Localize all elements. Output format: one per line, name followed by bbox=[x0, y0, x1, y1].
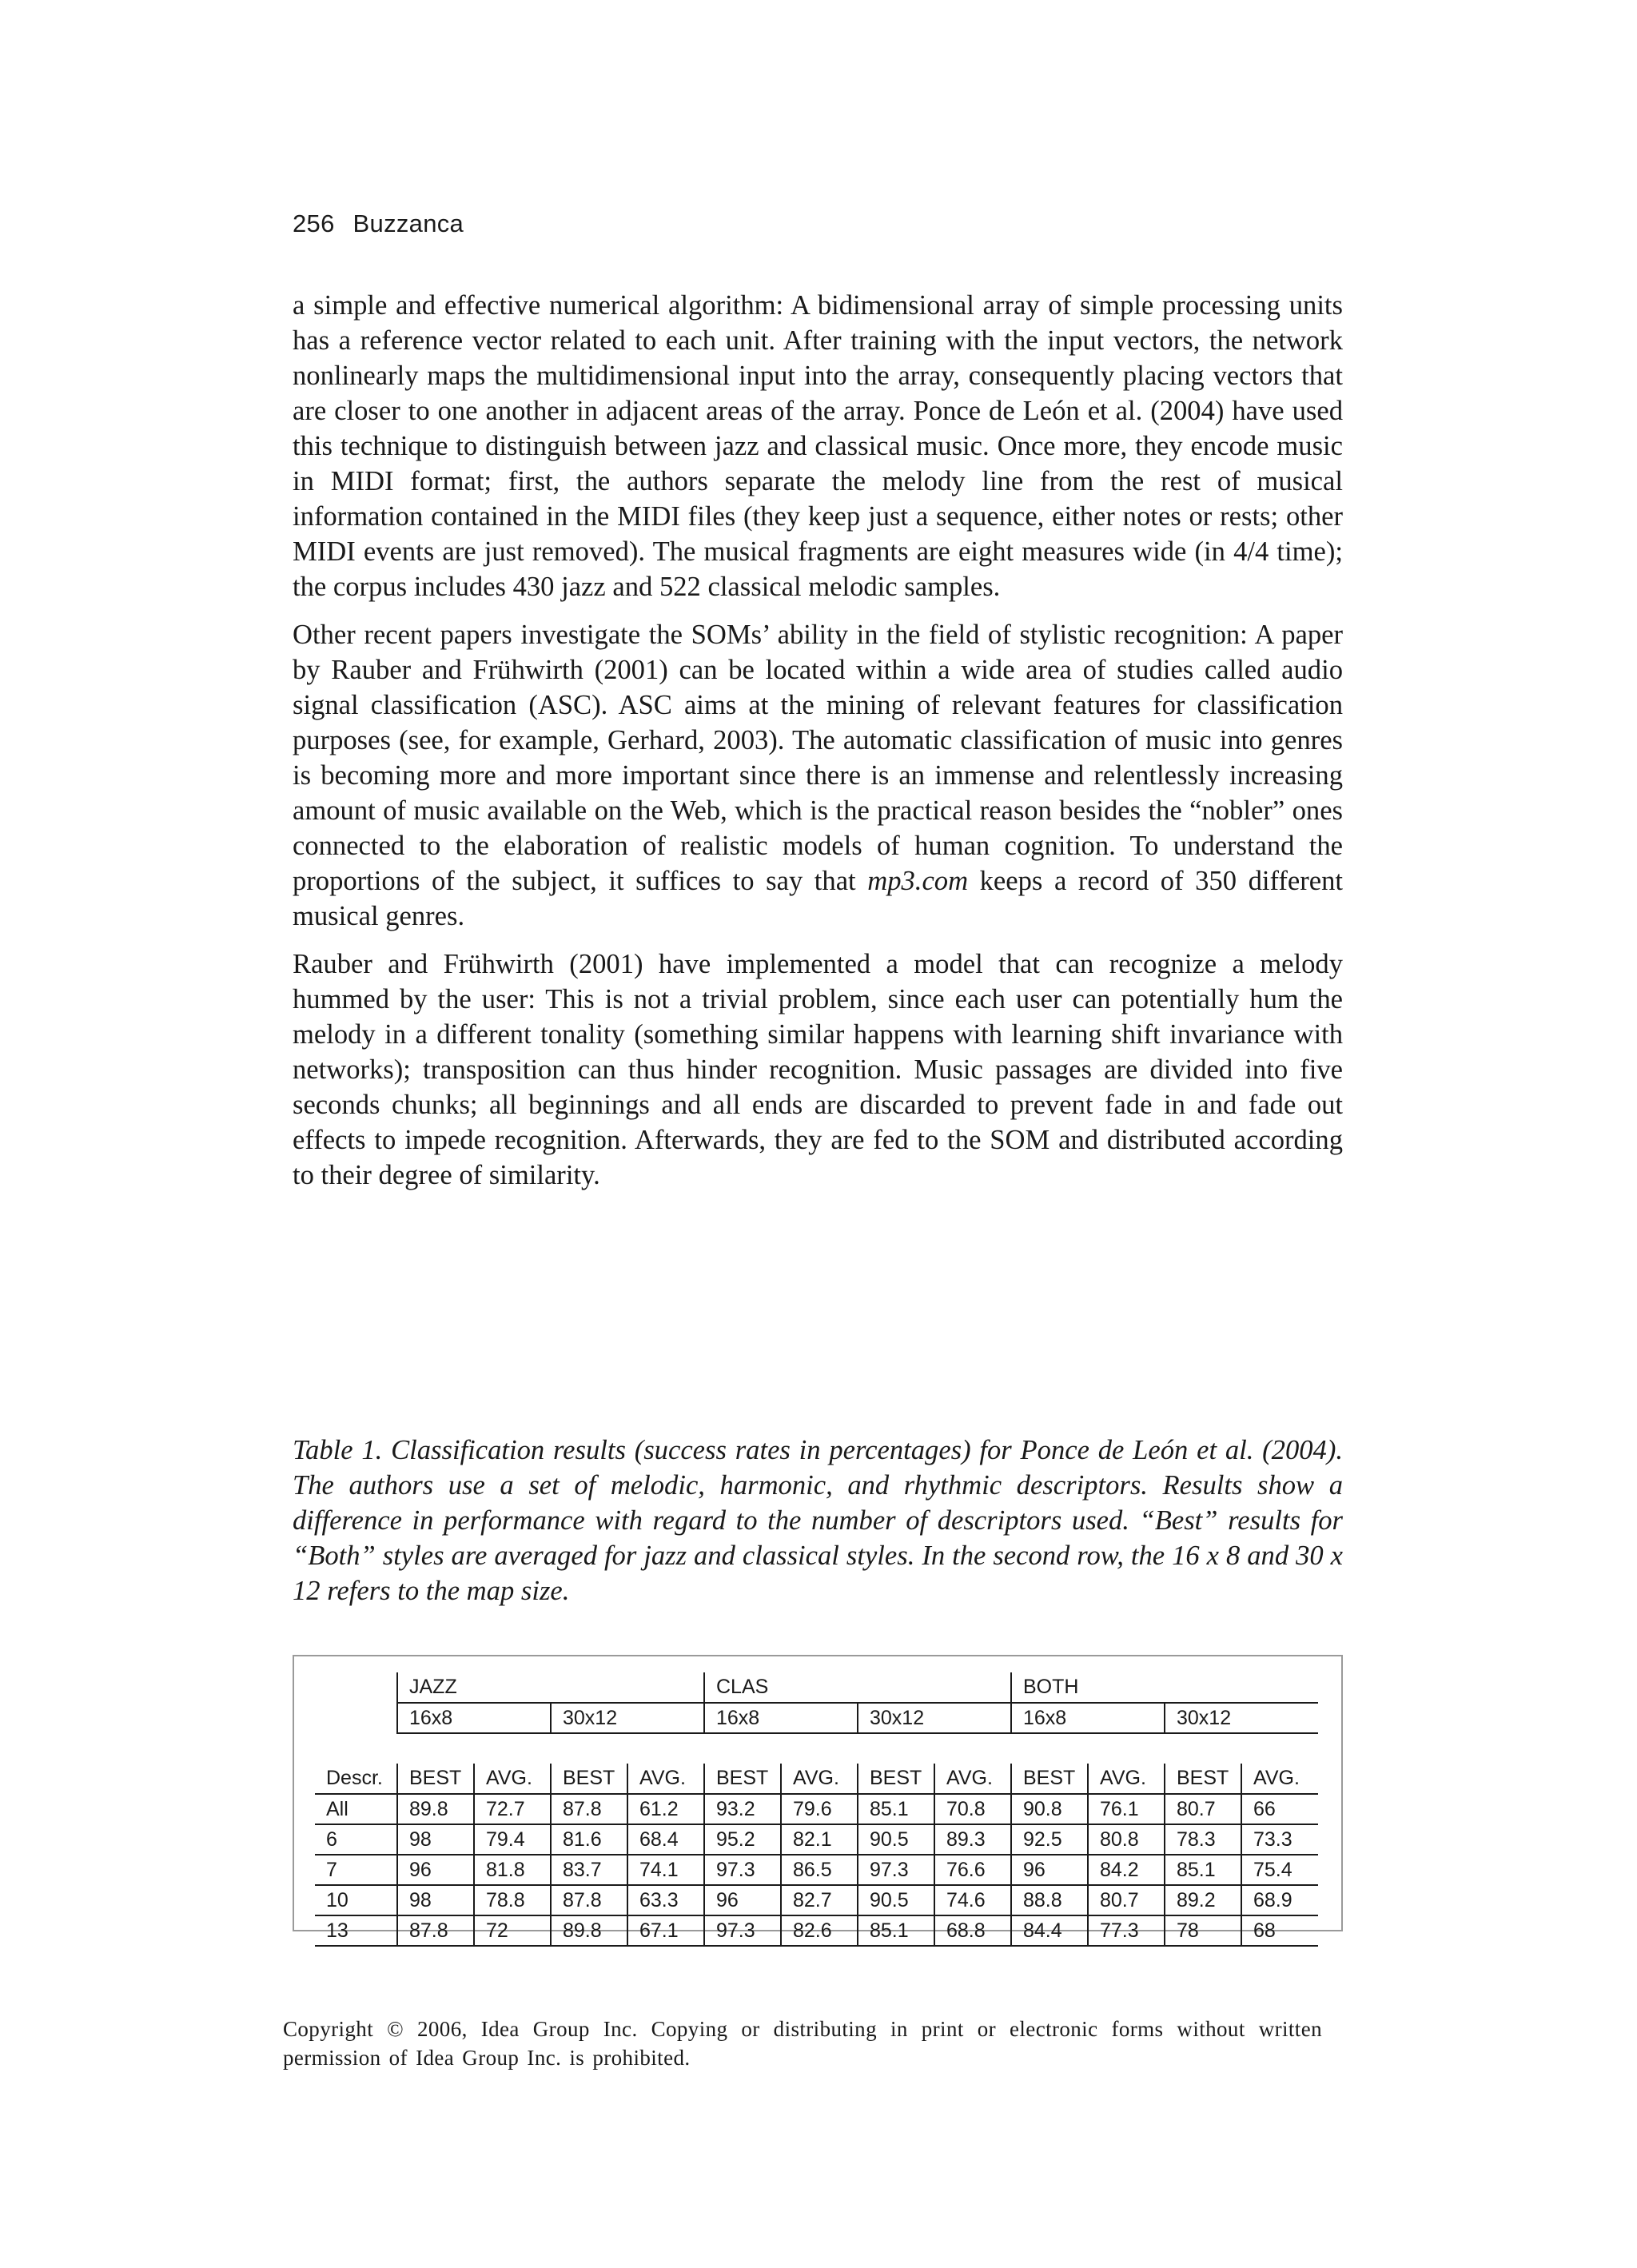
table-cell: 73.3 bbox=[1241, 1824, 1318, 1855]
table-cell: 85.1 bbox=[1165, 1855, 1241, 1885]
copyright-notice: Copyright © 2006, Idea Group Inc. Copying or distributing in print or electronic forms without written permission of Idea Group Inc. is prohibited. bbox=[283, 2017, 1322, 2070]
table-cell: 68.4 bbox=[627, 1824, 704, 1855]
table-cell: 84.2 bbox=[1088, 1855, 1165, 1885]
table-row bbox=[315, 1915, 1318, 1946]
table-cell: 82.7 bbox=[781, 1885, 858, 1915]
table-corner-cell bbox=[315, 1703, 397, 1733]
table-cell: 92.5 bbox=[1011, 1824, 1088, 1855]
table-body bbox=[315, 1672, 1318, 1946]
paragraph-2 bbox=[293, 617, 1343, 934]
paragraph-2-text-a: Other recent papers investigate the SOMs’ ability in the field of stylistic recognition: A paper by Rauber and Frühwirth (2001) can be located within a wide area of studies called audio signal classification (ASC). ASC aims at the mining of relevant features for classification purposes (see, for example, Gerhard, 2003). The automatic classification of music into genres is becoming more and more important since there is an immense and relentlessly increasing amount of music available on the Web, which is the practical reason besides the “nobler” ones connected to the elaboration of realistic models of human cognition. To understand the proportions of the subject, it suffices to say that bbox=[293, 620, 1343, 896]
table-cell: 66 bbox=[1241, 1794, 1318, 1824]
table-cell: 96 bbox=[704, 1885, 781, 1915]
table-column-header: BEST bbox=[551, 1764, 627, 1794]
table-cell: 98 bbox=[397, 1885, 474, 1915]
table-column-header: Descr. bbox=[315, 1764, 397, 1794]
table-spacer-cell bbox=[315, 1733, 1318, 1764]
table-cell: 72 bbox=[474, 1915, 551, 1946]
table-cell: 85.1 bbox=[858, 1915, 934, 1946]
table-cell: 81.8 bbox=[474, 1855, 551, 1885]
table-frame bbox=[293, 1655, 1343, 1942]
table-column-header: AVG. bbox=[781, 1764, 858, 1794]
table-cell: 70.8 bbox=[934, 1794, 1011, 1824]
table-cell: 87.8 bbox=[397, 1915, 474, 1946]
page-number: 256 bbox=[293, 209, 335, 237]
table-size-header: 30x12 bbox=[858, 1703, 1011, 1733]
table-cell: 75.4 bbox=[1241, 1855, 1318, 1885]
table-column-header: AVG. bbox=[1241, 1764, 1318, 1794]
table-caption: Table 1. Classification results (success rates in percentages) for Ponce de León et al. (2004). The authors use a set of melodic, harmonic, and rhythmic descriptors. Results show a difference in performance with regard to the number of descriptors used. “Best” results for “Both” styles are averaged for jazz and classical styles. In the second row, the 16 x 8 and 30 x 12 refers to the map size. bbox=[293, 1435, 1343, 1606]
table-size-header: 30x12 bbox=[1165, 1703, 1318, 1733]
table-column-header: AVG. bbox=[474, 1764, 551, 1794]
table-row-label: 10 bbox=[315, 1885, 397, 1915]
table-size-header-row bbox=[315, 1703, 1318, 1733]
table-cell: 90.5 bbox=[858, 1824, 934, 1855]
table-cell: 79.6 bbox=[781, 1794, 858, 1824]
table-cell: 76.1 bbox=[1088, 1794, 1165, 1824]
table-cell: 97.3 bbox=[858, 1855, 934, 1885]
table-row-label: 7 bbox=[315, 1855, 397, 1885]
table-cell: 77.3 bbox=[1088, 1915, 1165, 1946]
table-row bbox=[315, 1794, 1318, 1824]
table-column-header: BEST bbox=[858, 1764, 934, 1794]
table-cell: 82.1 bbox=[781, 1824, 858, 1855]
running-header bbox=[293, 209, 464, 238]
table-cell: 84.4 bbox=[1011, 1915, 1088, 1946]
table-cell: 98 bbox=[397, 1824, 474, 1855]
table-group-header: JAZZ bbox=[397, 1672, 704, 1703]
table-cell: 87.8 bbox=[551, 1885, 627, 1915]
table-cell: 81.6 bbox=[551, 1824, 627, 1855]
table-group-header-row bbox=[315, 1672, 1318, 1703]
body-text bbox=[293, 288, 1343, 1206]
table-cell: 82.6 bbox=[781, 1915, 858, 1946]
table-cell: 96 bbox=[1011, 1855, 1088, 1885]
table-cell: 80.8 bbox=[1088, 1824, 1165, 1855]
table-column-header: BEST bbox=[704, 1764, 781, 1794]
paragraph-2-italic-site: mp3.com bbox=[867, 866, 969, 896]
table-cell: 61.2 bbox=[627, 1794, 704, 1824]
table-cell: 88.8 bbox=[1011, 1885, 1088, 1915]
table-row bbox=[315, 1885, 1318, 1915]
table-group-header: CLAS bbox=[704, 1672, 1011, 1703]
table-cell: 93.2 bbox=[704, 1794, 781, 1824]
table-size-header: 16x8 bbox=[704, 1703, 858, 1733]
table-cell: 79.4 bbox=[474, 1824, 551, 1855]
paragraph-2-text-b: keeps a record of 350 different musical genres. bbox=[293, 866, 1343, 931]
table-cell: 67.1 bbox=[627, 1915, 704, 1946]
table-cell: 89.3 bbox=[934, 1824, 1011, 1855]
table-cell: 68.8 bbox=[934, 1915, 1011, 1946]
table-row bbox=[315, 1824, 1318, 1855]
table-column-header: BEST bbox=[1011, 1764, 1088, 1794]
table-cell: 68 bbox=[1241, 1915, 1318, 1946]
table-cell: 95.2 bbox=[704, 1824, 781, 1855]
table-cell: 96 bbox=[397, 1855, 474, 1885]
table-cell: 85.1 bbox=[858, 1794, 934, 1824]
table-column-header-row bbox=[315, 1764, 1318, 1794]
table-column-header: BEST bbox=[1165, 1764, 1241, 1794]
table-cell: 89.2 bbox=[1165, 1885, 1241, 1915]
table-column-header: BEST bbox=[397, 1764, 474, 1794]
results-table bbox=[315, 1672, 1318, 1947]
table-cell: 89.8 bbox=[551, 1915, 627, 1946]
table-cell: 87.8 bbox=[551, 1794, 627, 1824]
table-cell: 83.7 bbox=[551, 1855, 627, 1885]
table-cell: 97.3 bbox=[704, 1915, 781, 1946]
table-cell: 90.5 bbox=[858, 1885, 934, 1915]
table-group-header: BOTH bbox=[1011, 1672, 1318, 1703]
table-cell: 68.9 bbox=[1241, 1885, 1318, 1915]
table-cell: 90.8 bbox=[1011, 1794, 1088, 1824]
table-cell: 80.7 bbox=[1088, 1885, 1165, 1915]
table-column-header: AVG. bbox=[934, 1764, 1011, 1794]
table-column-header: AVG. bbox=[1088, 1764, 1165, 1794]
table-spacer-row bbox=[315, 1733, 1318, 1764]
table-cell: 97.3 bbox=[704, 1855, 781, 1885]
table-row-label: 6 bbox=[315, 1824, 397, 1855]
table-row-label: 13 bbox=[315, 1915, 397, 1946]
paragraph-3: Rauber and Frühwirth (2001) have implemented a model that can recognize a melody hummed by the user: This is not a trivial problem, since each user can potentially hum the melody in a different tonality (something similar happens with learning shift invariance with networks); transposition can thus hinder recognition. Music passages are divided into five seconds chunks; all beginnings and all ends are discarded to prevent fade in and fade out effects to impede recognition. Afterwards, they are fed to the SOM and distributed according to their degree of similarity. bbox=[293, 949, 1343, 1190]
table-cell: 74.1 bbox=[627, 1855, 704, 1885]
table-cell: 89.8 bbox=[397, 1794, 474, 1824]
table-size-header: 16x8 bbox=[397, 1703, 551, 1733]
table-column-header: AVG. bbox=[627, 1764, 704, 1794]
table-cell: 78.3 bbox=[1165, 1824, 1241, 1855]
table-cell: 86.5 bbox=[781, 1855, 858, 1885]
table-corner-cell bbox=[315, 1672, 397, 1703]
paragraph-1: a simple and effective numerical algorithm: A bidimensional array of simple processing units has a reference vector related to each unit. After training with the input vectors, the network nonlinearly maps the multidimensional input into the array, consequently placing vectors that are closer to one another in adjacent areas of the array. Ponce de León et al. (2004) have used this technique to distinguish between jazz and classical music. Once more, they encode music in MIDI format; first, the authors separate the melody line from the rest of musical information contained in the MIDI files (they keep just a sequence, either notes or rests; other MIDI events are just removed). The musical fragments are eight measures wide (in 4/4 time); the corpus includes 430 jazz and 522 classical melodic samples. bbox=[293, 290, 1343, 602]
table-row bbox=[315, 1855, 1318, 1885]
running-head-author: Buzzanca bbox=[352, 209, 464, 237]
table-size-header: 16x8 bbox=[1011, 1703, 1165, 1733]
table-cell: 76.6 bbox=[934, 1855, 1011, 1885]
table-cell: 78.8 bbox=[474, 1885, 551, 1915]
table-cell: 63.3 bbox=[627, 1885, 704, 1915]
table-cell: 78 bbox=[1165, 1915, 1241, 1946]
table-cell: 80.7 bbox=[1165, 1794, 1241, 1824]
table-cell: 72.7 bbox=[474, 1794, 551, 1824]
table-row-label: All bbox=[315, 1794, 397, 1824]
table-cell: 74.6 bbox=[934, 1885, 1011, 1915]
table-size-header: 30x12 bbox=[551, 1703, 704, 1733]
